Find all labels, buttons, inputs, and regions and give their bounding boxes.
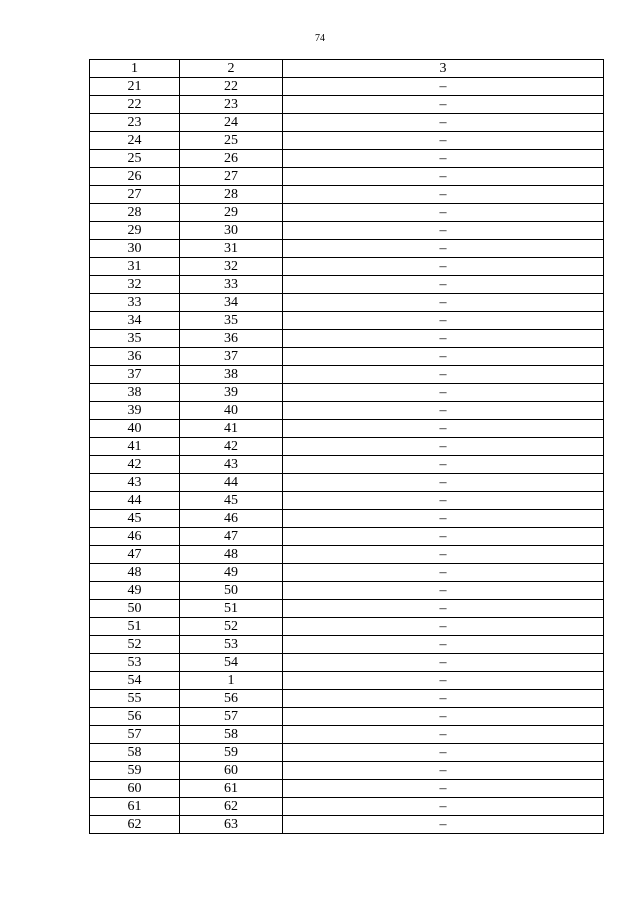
table-cell-col-1: 31: [90, 258, 180, 276]
table-cell-col-2: 62: [180, 798, 283, 816]
table-cell-col-1: 36: [90, 348, 180, 366]
table-cell-col-2: 45: [180, 492, 283, 510]
table-cell-col-1: 49: [90, 582, 180, 600]
table-cell-col-3: –: [283, 618, 604, 636]
table-cell-col-2: 28: [180, 186, 283, 204]
table-row: [90, 690, 604, 708]
table-cell-col-3: –: [283, 276, 604, 294]
table-cell-col-1: 27: [90, 186, 180, 204]
table-cell-col-2: 37: [180, 348, 283, 366]
table-header-row: [90, 60, 604, 78]
table-cell-col-3: –: [283, 546, 604, 564]
table-cell-col-1: 51: [90, 618, 180, 636]
table-cell-col-3: –: [283, 150, 604, 168]
table-cell-col-2: 42: [180, 438, 283, 456]
table-cell-col-3: –: [283, 348, 604, 366]
table-cell-col-2: 1: [180, 672, 283, 690]
table-cell-col-3: –: [283, 636, 604, 654]
table-cell-col-3: –: [283, 438, 604, 456]
table-cell-col-3: –: [283, 258, 604, 276]
table-cell-col-2: 30: [180, 222, 283, 240]
table-row: [90, 654, 604, 672]
table-row: [90, 798, 604, 816]
table-cell-col-3: –: [283, 78, 604, 96]
table-cell-col-1: 26: [90, 168, 180, 186]
table-cell-col-3: –: [283, 600, 604, 618]
table-row: [90, 780, 604, 798]
table-cell-col-2: 39: [180, 384, 283, 402]
table-cell-col-1: 32: [90, 276, 180, 294]
table-row: [90, 456, 604, 474]
table-cell-col-3: –: [283, 726, 604, 744]
table-cell-col-1: 42: [90, 456, 180, 474]
table-cell-col-2: 40: [180, 402, 283, 420]
table-cell-col-1: 55: [90, 690, 180, 708]
table-cell-col-1: 41: [90, 438, 180, 456]
table-cell-col-3: –: [283, 366, 604, 384]
table-row: [90, 564, 604, 582]
table-cell-col-3: –: [283, 510, 604, 528]
table-cell-col-3: –: [283, 672, 604, 690]
table-cell-col-2: 47: [180, 528, 283, 546]
table-cell-col-2: 51: [180, 600, 283, 618]
table-cell-col-3: –: [283, 654, 604, 672]
data-table: [89, 59, 604, 834]
table-cell-col-2: 53: [180, 636, 283, 654]
table-cell-col-3: –: [283, 330, 604, 348]
table-cell-col-3: –: [283, 420, 604, 438]
table-cell-col-3: –: [283, 240, 604, 258]
table-row: [90, 816, 604, 834]
table-row: [90, 78, 604, 96]
table-cell-col-3: –: [283, 528, 604, 546]
table-cell-col-3: –: [283, 186, 604, 204]
table-cell-col-3: –: [283, 780, 604, 798]
table-row: [90, 150, 604, 168]
table-cell-col-2: 29: [180, 204, 283, 222]
table-row: [90, 132, 604, 150]
table-cell-col-1: 53: [90, 654, 180, 672]
table-cell-col-1: 50: [90, 600, 180, 618]
table-cell-col-3: –: [283, 384, 604, 402]
table-row: [90, 96, 604, 114]
table-cell-col-2: 24: [180, 114, 283, 132]
table-cell-col-2: 56: [180, 690, 283, 708]
table-row: [90, 438, 604, 456]
table-row: [90, 420, 604, 438]
table-cell-col-1: 23: [90, 114, 180, 132]
table-cell-col-3: –: [283, 132, 604, 150]
table-cell-col-1: 33: [90, 294, 180, 312]
table-cell-col-2: 61: [180, 780, 283, 798]
table-cell-col-3: –: [283, 168, 604, 186]
table-row: [90, 186, 604, 204]
table-cell-col-1: 48: [90, 564, 180, 582]
table-row: [90, 636, 604, 654]
table-cell-col-1: 62: [90, 816, 180, 834]
table-cell-col-1: 54: [90, 672, 180, 690]
table-cell-col-1: 22: [90, 96, 180, 114]
table-cell-col-1: 28: [90, 204, 180, 222]
table-row: [90, 294, 604, 312]
table-cell-col-3: –: [283, 402, 604, 420]
table-row: [90, 312, 604, 330]
table-cell-col-2: 25: [180, 132, 283, 150]
table-row: [90, 618, 604, 636]
table-cell-col-1: 61: [90, 798, 180, 816]
table-cell-col-3: –: [283, 798, 604, 816]
table-cell-col-3: –: [283, 456, 604, 474]
table-cell-col-1: 60: [90, 780, 180, 798]
table-cell-col-2: 34: [180, 294, 283, 312]
table-cell-col-1: 21: [90, 78, 180, 96]
table-cell-col-1: 37: [90, 366, 180, 384]
table-row: [90, 240, 604, 258]
table-row: [90, 708, 604, 726]
table-cell-col-2: 57: [180, 708, 283, 726]
table-cell-col-1: 57: [90, 726, 180, 744]
table-cell-col-2: 22: [180, 78, 283, 96]
column-header-2: 2: [180, 60, 283, 78]
table-cell-col-2: 46: [180, 510, 283, 528]
table-body: [90, 60, 604, 834]
table-cell-col-1: 25: [90, 150, 180, 168]
table-cell-col-1: 35: [90, 330, 180, 348]
table-cell-col-3: –: [283, 708, 604, 726]
table-cell-col-3: –: [283, 96, 604, 114]
table-cell-col-3: –: [283, 690, 604, 708]
table-cell-col-2: 58: [180, 726, 283, 744]
table-cell-col-1: 45: [90, 510, 180, 528]
table-row: [90, 222, 604, 240]
table-row: [90, 744, 604, 762]
table-row: [90, 258, 604, 276]
page-number: 74: [315, 33, 325, 44]
table-cell-col-3: –: [283, 816, 604, 834]
table-cell-col-1: 44: [90, 492, 180, 510]
table-row: [90, 528, 604, 546]
table-cell-col-3: –: [283, 492, 604, 510]
table-cell-col-2: 35: [180, 312, 283, 330]
table-row: [90, 384, 604, 402]
table-cell-col-1: 43: [90, 474, 180, 492]
table-cell-col-3: –: [283, 222, 604, 240]
table-row: [90, 492, 604, 510]
table-cell-col-3: –: [283, 204, 604, 222]
table-cell-col-2: 27: [180, 168, 283, 186]
table-row: [90, 204, 604, 222]
table-cell-col-2: 41: [180, 420, 283, 438]
table-cell-col-2: 63: [180, 816, 283, 834]
table-cell-col-2: 60: [180, 762, 283, 780]
table-cell-col-2: 38: [180, 366, 283, 384]
table-cell-col-2: 48: [180, 546, 283, 564]
table-cell-col-1: 58: [90, 744, 180, 762]
column-header-3: 3: [283, 60, 604, 78]
table-cell-col-3: –: [283, 744, 604, 762]
table-cell-col-1: 30: [90, 240, 180, 258]
table-cell-col-3: –: [283, 474, 604, 492]
table-cell-col-1: 56: [90, 708, 180, 726]
table-cell-col-1: 52: [90, 636, 180, 654]
table-cell-col-1: 34: [90, 312, 180, 330]
table-cell-col-3: –: [283, 294, 604, 312]
table-cell-col-2: 31: [180, 240, 283, 258]
table-cell-col-2: 26: [180, 150, 283, 168]
table-row: [90, 762, 604, 780]
table-cell-col-3: –: [283, 114, 604, 132]
table-cell-col-2: 52: [180, 618, 283, 636]
table-cell-col-3: –: [283, 312, 604, 330]
table-row: [90, 330, 604, 348]
table-row: [90, 348, 604, 366]
table-cell-col-2: 44: [180, 474, 283, 492]
table-cell-col-1: 59: [90, 762, 180, 780]
column-header-1: 1: [90, 60, 180, 78]
table-cell-col-1: 46: [90, 528, 180, 546]
table-row: [90, 546, 604, 564]
table-cell-col-2: 23: [180, 96, 283, 114]
table-cell-col-2: 36: [180, 330, 283, 348]
table-row: [90, 600, 604, 618]
table-cell-col-1: 29: [90, 222, 180, 240]
table-row: [90, 402, 604, 420]
table-row: [90, 366, 604, 384]
table-cell-col-2: 43: [180, 456, 283, 474]
table-row: [90, 672, 604, 690]
table-row: [90, 474, 604, 492]
table-cell-col-1: 24: [90, 132, 180, 150]
table-row: [90, 114, 604, 132]
table-cell-col-3: –: [283, 582, 604, 600]
table-row: [90, 726, 604, 744]
table-cell-col-1: 40: [90, 420, 180, 438]
table-row: [90, 582, 604, 600]
table-cell-col-2: 59: [180, 744, 283, 762]
table-cell-col-3: –: [283, 762, 604, 780]
table-cell-col-1: 47: [90, 546, 180, 564]
table-cell-col-1: 38: [90, 384, 180, 402]
table-cell-col-2: 33: [180, 276, 283, 294]
table-cell-col-3: –: [283, 564, 604, 582]
table-row: [90, 510, 604, 528]
table-cell-col-2: 50: [180, 582, 283, 600]
table-cell-col-1: 39: [90, 402, 180, 420]
table-cell-col-2: 54: [180, 654, 283, 672]
table-cell-col-2: 32: [180, 258, 283, 276]
table-row: [90, 276, 604, 294]
table-row: [90, 168, 604, 186]
table-cell-col-2: 49: [180, 564, 283, 582]
